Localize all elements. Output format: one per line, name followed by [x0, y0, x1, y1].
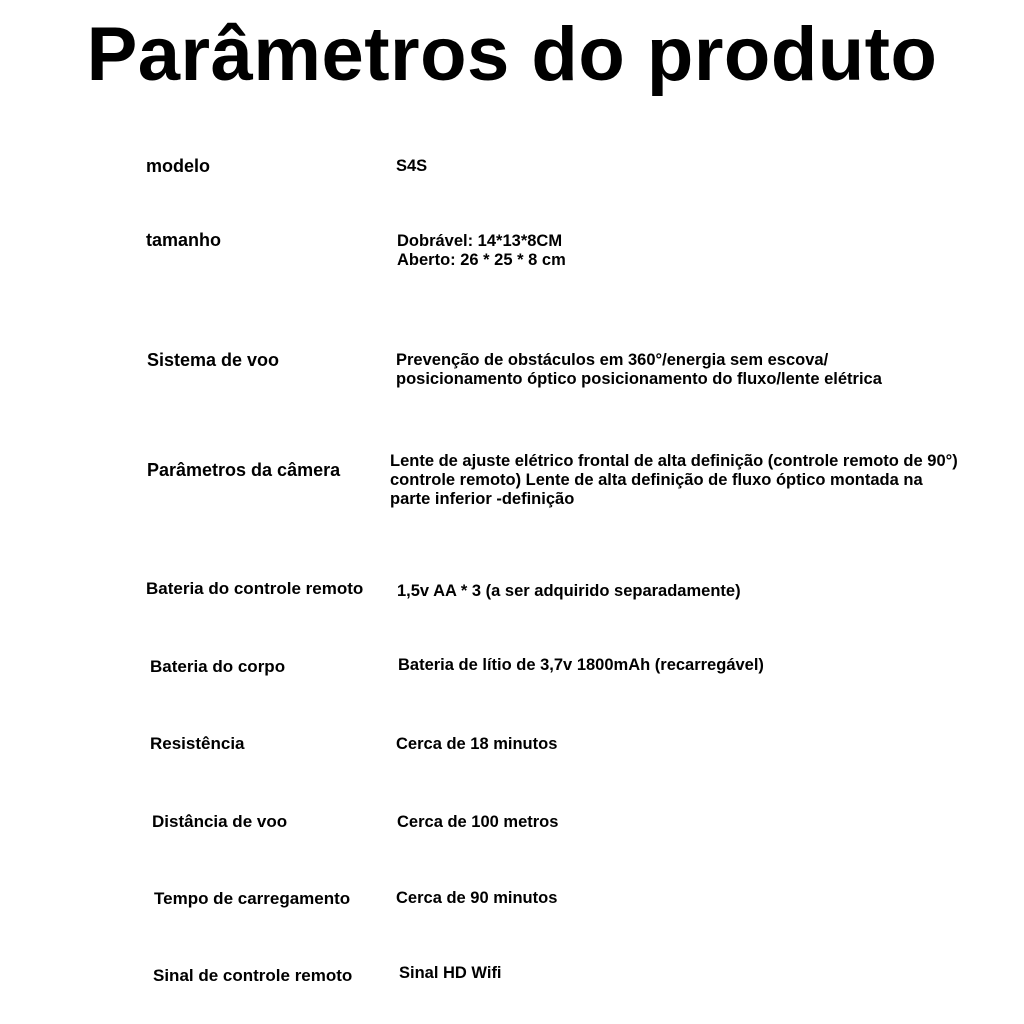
param-label-flight-distance: Distância de voo	[152, 812, 288, 831]
param-value-remote-signal	[399, 964, 502, 983]
param-label-camera: Parâmetros da câmera	[147, 460, 341, 480]
param-value-line: Prevenção de obstáculos em 360°/energia sem escova/	[396, 351, 829, 369]
param-value-flight-system	[396, 351, 882, 389]
param-value-line: Sinal HD Wifi	[399, 964, 502, 982]
param-value-line: S4S	[396, 157, 428, 175]
param-value-line: parte inferior -definição	[390, 490, 575, 508]
param-label-body-battery: Bateria do corpo	[150, 657, 286, 676]
param-value-line: Bateria de lítio de 3,7v 1800mAh (recarregável)	[398, 656, 764, 674]
param-value-line: Cerca de 100 metros	[397, 813, 559, 831]
param-value-line: Cerca de 18 minutos	[396, 735, 558, 753]
param-label-remote-battery: Bateria do controle remoto	[146, 579, 364, 598]
param-value-endurance	[396, 735, 557, 754]
param-value-line: Dobrável: 14*13*8CM	[397, 232, 563, 250]
param-value-charging-time	[396, 889, 557, 908]
param-value-line: Aberto: 26 * 25 * 8 cm	[397, 251, 566, 269]
param-value-size	[397, 232, 566, 270]
param-label-size: tamanho	[146, 230, 222, 250]
param-value-camera	[390, 452, 958, 509]
param-value-line: posicionamento óptico posicionamento do fluxo/lente elétrica	[396, 370, 882, 388]
param-value-body-battery	[398, 656, 764, 675]
param-value-line: Cerca de 90 minutos	[396, 889, 558, 907]
param-value-model	[396, 157, 427, 176]
page-title: Parâmetros do produto	[86, 12, 938, 97]
param-label-charging-time: Tempo de carregamento	[154, 889, 351, 908]
param-value-line: 1,5v AA * 3 (a ser adquirido separadamente)	[397, 582, 741, 600]
param-label-flight-system: Sistema de voo	[147, 350, 280, 370]
param-value-line: Lente de ajuste elétrico frontal de alta definição (controle remoto de 90°)	[390, 452, 958, 470]
param-label-model: modelo	[146, 156, 211, 176]
param-value-remote-battery	[397, 582, 741, 601]
param-label-endurance: Resistência	[150, 734, 245, 753]
param-label-remote-signal: Sinal de controle remoto	[153, 966, 353, 985]
param-value-flight-distance	[397, 813, 558, 832]
param-value-line: controle remoto) Lente de alta definição de fluxo óptico montada na	[390, 471, 923, 489]
